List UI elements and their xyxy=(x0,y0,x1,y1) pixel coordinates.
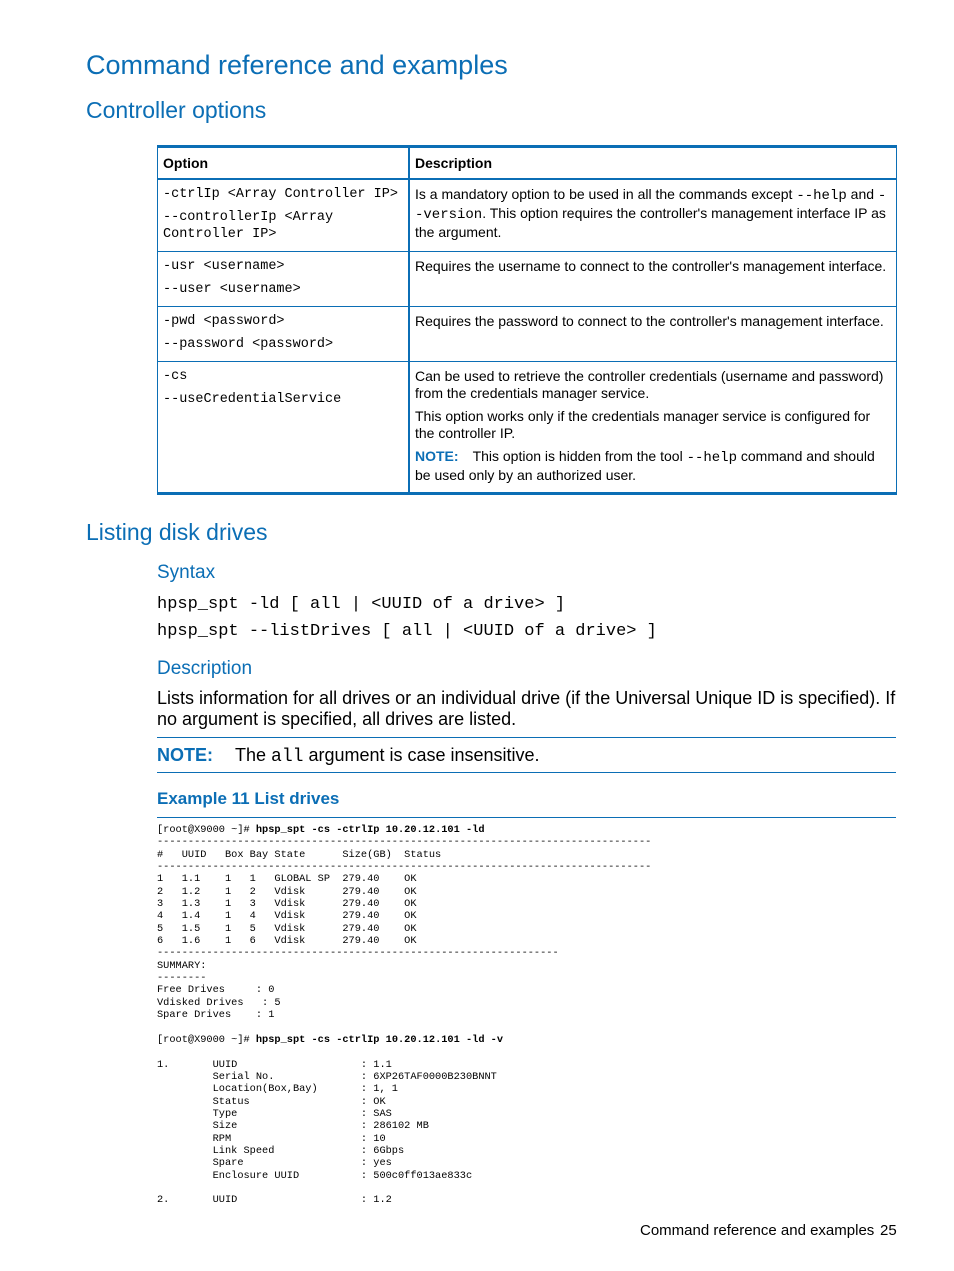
shell-command: hpsp_spt -cs -ctrlIp 10.20.12.101 -ld xyxy=(255,824,485,836)
option-cell xyxy=(158,252,410,307)
note-box xyxy=(157,737,896,773)
shell-command: hpsp_spt -cs -ctrlIp 10.20.12.101 -ld -v xyxy=(255,1033,504,1046)
description-text: and xyxy=(846,186,878,202)
description-paragraph: Lists information for all drives or an individual drive (if the Universal Unique ID is specified). If no argument is specified, all drives are listed. xyxy=(157,688,896,729)
column-header-description: Description xyxy=(409,147,897,180)
syntax-heading: Syntax xyxy=(157,562,216,583)
section-heading-controller-options: Controller options xyxy=(86,97,267,123)
description-text: . This option requires the controller's management interface IP as the argument. xyxy=(415,205,886,240)
command-output: 1. UUID : 1.1 Serial No. : 6XP26TAF0000B230BNNT Location(Box,Bay) : 1, 1 Status : OK Type : SAS Size : 286102 MB RPM : 10 Link Speed : 6Gbps Spare : yes Enclosure UUID : 500c0ff013ae833c 2. UUID : 1.2 xyxy=(157,1058,497,1207)
description-cell xyxy=(409,362,897,494)
table-row xyxy=(158,362,897,494)
description-text: Requires the password to connect to the controller's management interface. xyxy=(415,313,884,329)
command-output: -------------------------------------------------------------------------------- # UUID Box Bay State Size(GB) Status -------------------------------------------------------------------------------- 1 1.1 1 1 GLOBAL SP 279.40 OK 2 1.2 1 2 Vdisk 279.40 OK 3 1.3 1 3 Vdisk 279.40 OK 4 1.4 1 4 Vdisk 279.40 OK 5 1.5 1 5 Vdisk 279.40 OK 6 1.6 1 6 Vdisk 279.40 OK ----------------------------------------------------------------- SUMMARY: -------- Free Drives : 0 Vdisked Drives : 5 Spare Drives : 1 xyxy=(157,836,652,1022)
table-row xyxy=(158,252,897,307)
section-heading-listing-disk-drives: Listing disk drives xyxy=(86,519,268,545)
shell-prompt: [root@X9000 ~]# xyxy=(157,1033,256,1046)
page-title: Command reference and examples xyxy=(86,50,508,80)
option-long: --useCredentialService xyxy=(163,392,342,407)
code-help: --help xyxy=(686,450,737,466)
description-text: Requires the username to connect to the controller's management interface. xyxy=(415,258,887,274)
table-header-row xyxy=(158,147,897,180)
option-short: -usr <username> xyxy=(163,259,285,274)
description-heading: Description xyxy=(157,658,253,679)
example-code-block xyxy=(157,824,651,1207)
option-short: -pwd <password> xyxy=(163,314,285,329)
option-long: --user <username> xyxy=(163,282,301,297)
table-row xyxy=(158,179,897,252)
option-long: --password <password> xyxy=(163,337,334,352)
description-text: Is a mandatory option to be used in all the commands except xyxy=(415,186,797,202)
shell-prompt: [root@X9000 ~]# xyxy=(157,824,256,836)
table-row xyxy=(158,307,897,362)
note-text: The xyxy=(235,745,272,765)
code-all: all xyxy=(271,747,304,767)
note-text: command and should be used only by an authorized user. xyxy=(415,448,875,483)
note-label: NOTE: xyxy=(157,745,213,765)
description-text: This option works only if the credentials manager service is configured for the controller IP. xyxy=(415,408,871,441)
page-number: 25 xyxy=(880,1222,897,1239)
code-help: --help xyxy=(796,188,847,204)
note-text: argument is case insensitive. xyxy=(303,745,540,765)
option-long: --controllerIp <Array Controller IP> xyxy=(163,210,334,242)
code-version: --version xyxy=(415,188,887,223)
note-text: This option is hidden from the tool xyxy=(472,448,687,464)
note-label: NOTE: xyxy=(415,448,459,464)
description-text: Can be used to retrieve the controller credentials (username and password) from the credentials manager service. xyxy=(415,368,884,401)
example-title: Example 11 List drives xyxy=(157,789,896,818)
description-cell xyxy=(409,307,897,362)
option-cell xyxy=(158,362,410,494)
column-header-option: Option xyxy=(158,147,410,180)
option-short: -cs xyxy=(163,369,188,384)
footer-title: Command reference and examples xyxy=(640,1222,875,1239)
syntax-line: hpsp_spt -ld [ all | <UUID of a drive> ] xyxy=(157,595,566,614)
option-short: -ctrlIp <Array Controller IP> xyxy=(163,187,398,202)
option-cell xyxy=(158,179,410,252)
controller-options-table xyxy=(157,145,897,495)
note-inline xyxy=(415,448,891,484)
syntax-line: hpsp_spt --listDrives [ all | <UUID of a drive> ] xyxy=(157,622,657,641)
description-cell xyxy=(409,252,897,307)
option-cell xyxy=(158,307,410,362)
description-cell xyxy=(409,179,897,252)
